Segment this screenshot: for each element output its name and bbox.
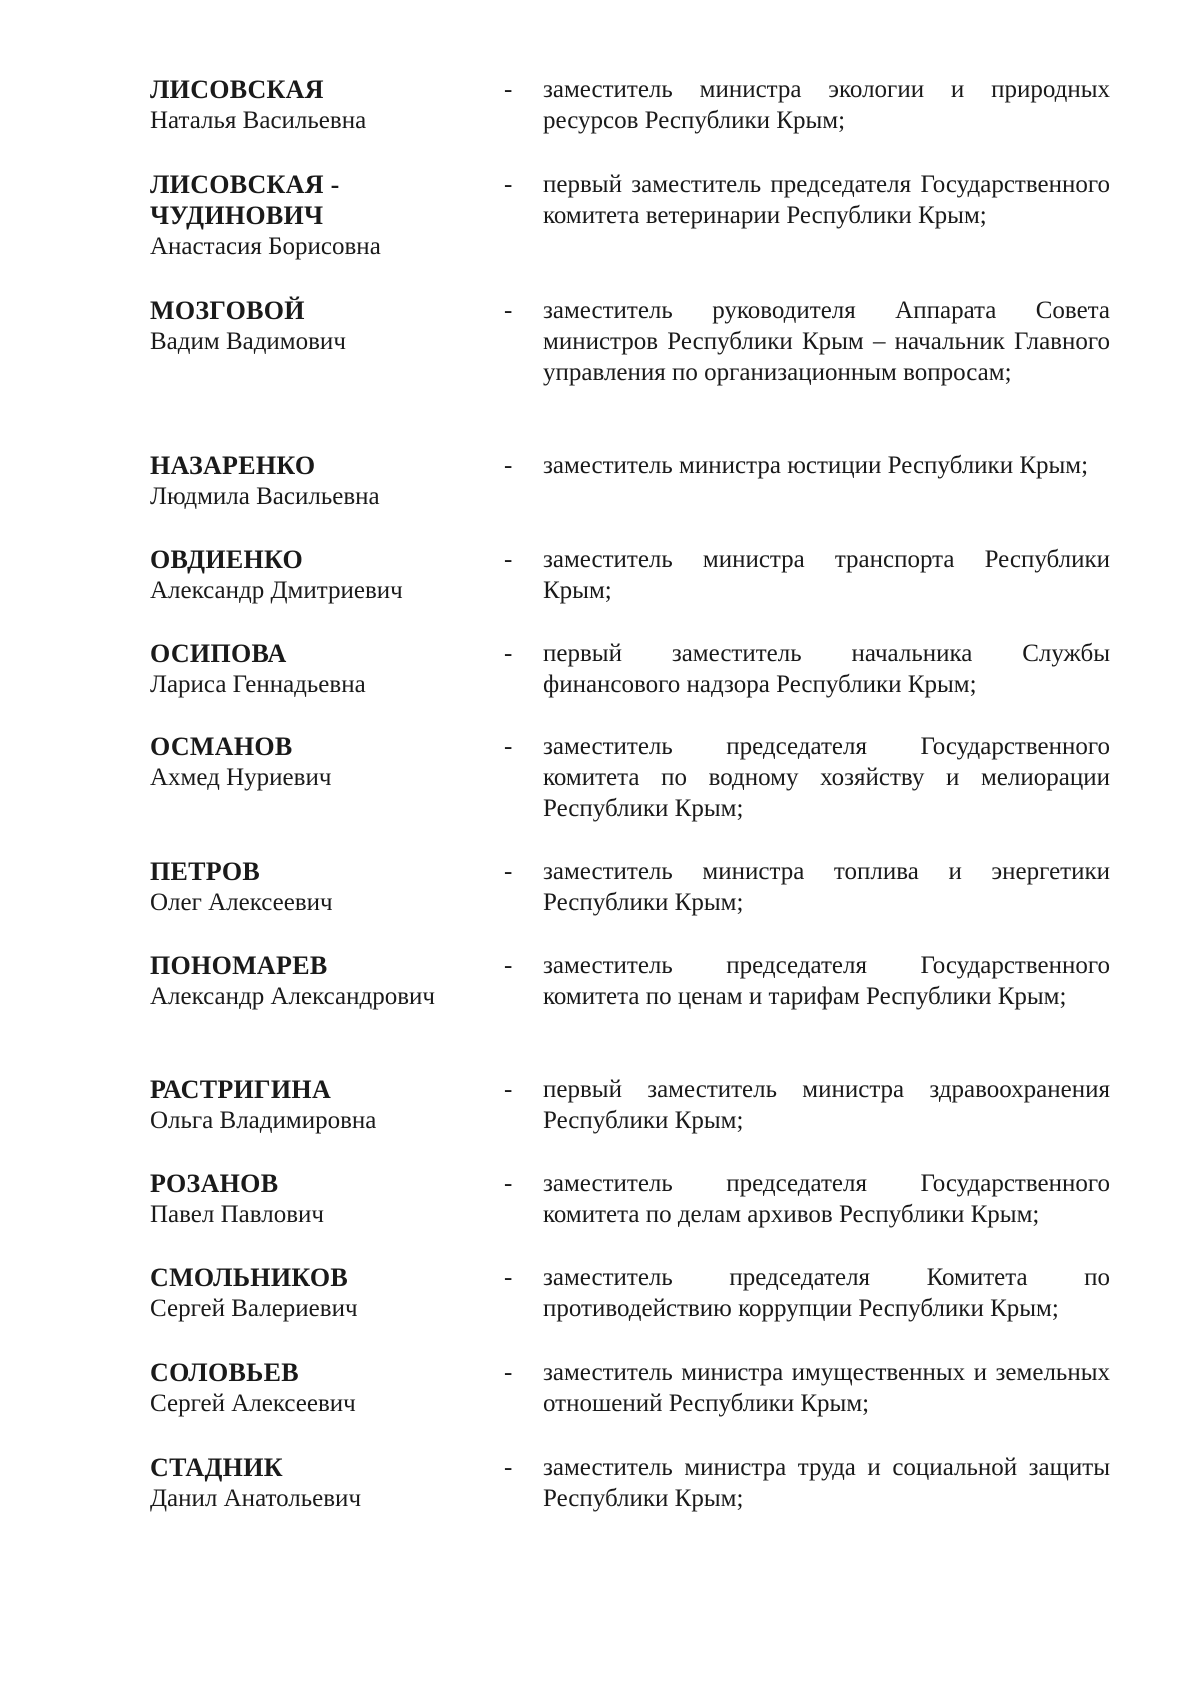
surname: ПОНОМАРЕВ [150, 951, 328, 980]
given-name: Ольга Владимировна [150, 1107, 377, 1134]
position-description: заместитель руководителя Аппарата Совета министров Республики Крым – начальник Главного управления по организационным вопросам; [543, 297, 1110, 386]
given-name: Лариса Геннадьевна [150, 671, 366, 698]
surname: СОЛОВЬЕВ [150, 1358, 299, 1387]
separator-dash: - [504, 1264, 513, 1291]
separator-dash: - [504, 952, 513, 979]
separator-dash: - [504, 1359, 513, 1386]
surname: РОЗАНОВ [150, 1169, 279, 1198]
position-description: заместитель министра топлива и энергетики Республики Крым; [543, 858, 1110, 916]
given-name: Сергей Алексеевич [150, 1390, 356, 1417]
position-description: заместитель министра транспорта Республики Крым; [543, 546, 1110, 604]
surname: ЛИСОВСКАЯ - ЧУДИНОВИЧ [150, 170, 340, 230]
separator-dash: - [504, 640, 513, 667]
surname: СМОЛЬНИКОВ [150, 1263, 349, 1292]
surname: МОЗГОВОЙ [150, 296, 305, 325]
position-description: заместитель министра труда и социальной защиты Республики Крым; [543, 1454, 1110, 1512]
separator-dash: - [504, 1454, 513, 1481]
separator-dash: - [504, 1170, 513, 1197]
position-description: заместитель министра юстиции Республики Крым; [543, 452, 1089, 479]
given-name: Ахмед Нуриевич [150, 764, 332, 791]
position-description: заместитель министра имущественных и земельных отношений Республики Крым; [543, 1359, 1110, 1417]
surname: НАЗАРЕНКО [150, 451, 316, 480]
person-name [150, 1168, 490, 1230]
separator-dash: - [504, 546, 513, 573]
given-name: Вадим Вадимович [150, 328, 346, 355]
surname: ОВДИЕНКО [150, 545, 304, 574]
person-name [150, 950, 490, 1012]
separator-dash: - [504, 1076, 513, 1103]
position-description: заместитель председателя Государственного комитета по водному хозяйству и мелиорации Республики Крым; [543, 733, 1110, 822]
separator-dash: - [504, 452, 513, 479]
person-name [150, 856, 490, 918]
position-description: первый заместитель председателя Государственного комитета ветеринарии Республики Крым; [543, 171, 1110, 229]
surname: ПЕТРОВ [150, 857, 261, 886]
surname: ОСМАНОВ [150, 732, 293, 761]
position-description: заместитель председателя Государственного комитета по ценам и тарифам Республики Крым; [543, 952, 1110, 1010]
person-name [150, 169, 490, 262]
separator-dash: - [504, 76, 513, 103]
given-name: Наталья Васильевна [150, 107, 367, 134]
person-name [150, 1074, 490, 1136]
surname: СТАДНИК [150, 1453, 283, 1482]
person-name [150, 638, 490, 700]
separator-dash: - [504, 297, 513, 324]
person-name [150, 1262, 490, 1324]
separator-dash: - [504, 858, 513, 885]
given-name: Олег Алексеевич [150, 889, 333, 916]
surname: РАСТРИГИНА [150, 1075, 332, 1104]
given-name: Александр Александрович [150, 983, 435, 1010]
given-name: Людмила Васильевна [150, 483, 380, 510]
separator-dash: - [504, 171, 513, 198]
given-name: Александр Дмитриевич [150, 577, 403, 604]
person-name [150, 450, 490, 512]
surname: ЛИСОВСКАЯ [150, 75, 324, 104]
person-name [150, 1452, 490, 1514]
person-name [150, 544, 490, 606]
separator-dash: - [504, 733, 513, 760]
position-description: заместитель председателя Государственного комитета по делам архивов Республики Крым; [543, 1170, 1110, 1228]
given-name: Данил Анатольевич [150, 1485, 362, 1512]
position-description: первый заместитель министра здравоохранения Республики Крым; [543, 1076, 1110, 1134]
position-description: первый заместитель начальника Службы финансового надзора Республики Крым; [543, 640, 1110, 698]
person-name [150, 731, 490, 793]
given-name: Анастасия Борисовна [150, 233, 381, 260]
surname: ОСИПОВА [150, 639, 287, 668]
given-name: Сергей Валериевич [150, 1295, 358, 1322]
person-name [150, 1357, 490, 1419]
given-name: Павел Павлович [150, 1201, 324, 1228]
position-description: заместитель председателя Комитета по противодействию коррупции Республики Крым; [543, 1264, 1110, 1322]
position-description: заместитель министра экологии и природных ресурсов Республики Крым; [543, 76, 1110, 134]
person-name [150, 295, 490, 357]
person-name [150, 74, 490, 136]
